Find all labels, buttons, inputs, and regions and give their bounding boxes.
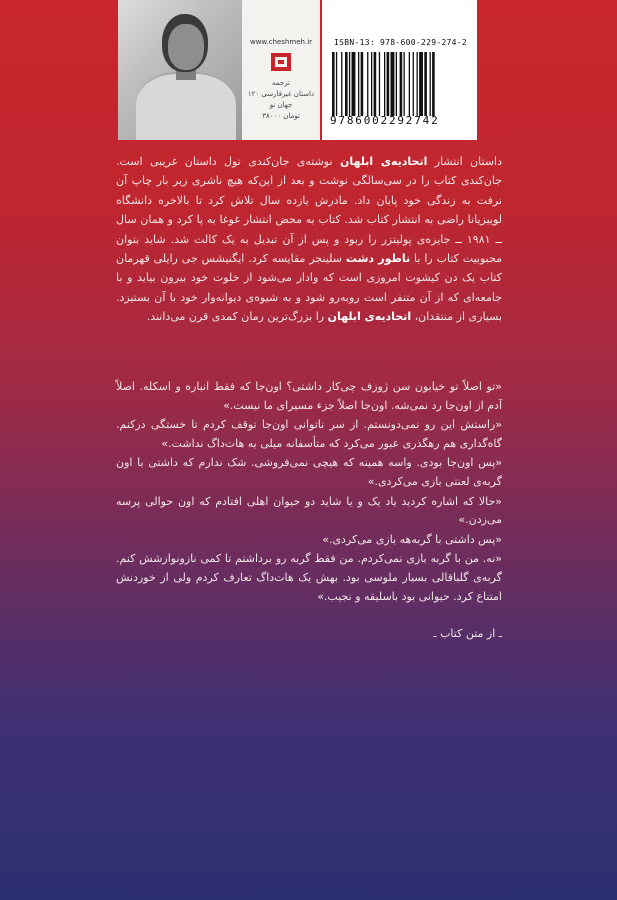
excerpt-line: «نه. من با گربه بازی نمی‌کردم. من فقط گربه رو برداشتم تا کمی نازونوازشش کنم. گربه‌ی گلباقالی بسیار ملوسی بود. بهش یک هات‌داگ تعارف کردم ولی از خوردنش امتناع کرد. حیوانی بود باسلیقه و نجیب.» <box>116 552 502 603</box>
barcode-digits: 9786002292742 <box>330 114 440 127</box>
series-type: ترجمه <box>272 79 290 87</box>
barcode-bar <box>374 52 377 116</box>
barcode-bar <box>358 52 359 116</box>
barcode-bar <box>430 52 431 116</box>
barcode-bar <box>379 52 380 116</box>
barcode-bar <box>336 52 337 116</box>
excerpt-source: ـ از متن کتاب ـ <box>433 627 502 640</box>
author-photo <box>118 0 243 140</box>
book-description <box>116 152 502 327</box>
barcode-bar <box>413 52 414 116</box>
barcode-bar <box>409 52 410 116</box>
excerpt-line: «پس اون‌جا بودی. واسه همینه که هیچی نمی‌فروشی. شک ندارم که داشتی با اون گربه‌ی لعنتی بازی می‌کردی.» <box>116 456 502 488</box>
publisher-url: www.cheshmeh.ir <box>249 38 313 46</box>
barcode-bar <box>419 52 423 116</box>
book-excerpt <box>116 378 502 607</box>
publisher-info <box>242 78 320 122</box>
cover-top-band <box>0 0 617 140</box>
barcode-bar <box>332 52 335 116</box>
desc-part-4: را بزرگ‌ترین رمان کمدی قرن می‌دانند. <box>146 310 328 324</box>
barcode-bar <box>404 52 405 116</box>
barcode-bar <box>371 52 372 116</box>
barcode-bar <box>400 52 403 116</box>
barcode-bar <box>396 52 397 116</box>
barcode-box <box>322 0 477 140</box>
excerpt-line: «پس داشتی با گربه‌هه بازی می‌کردی.» <box>322 532 502 546</box>
barcode-icon <box>330 52 470 116</box>
desc-part-3: سلینجر مقایسه کرد. ایگنیشس جی رایلی قهرمان کتاب یک دن کیشوت امروزی است که وادار می‌شود از خلوت خود بیرون بیاید و با جامعه‌ای که از آن متنفر است روبه‌رو شود و به شیوه‌ی دیوانه‌وار خود با آن بستیزد. بسیاری از منتقدان، <box>116 252 502 324</box>
barcode-bar <box>424 52 427 116</box>
barcode-bar <box>391 52 395 116</box>
barcode-bar <box>384 52 385 116</box>
barcode-bar <box>367 52 368 116</box>
desc-part-1: داستان انتشار <box>427 155 502 168</box>
excerpt-line: «تو اصلاً تو خیابون سن ژوزف چی‌کار داشتی؟ اون‌جا که فقط انباره و اسکله. اصلاً آدم از اون‌جا رد نمی‌شه. اون‌جا اصلاً جزء مسیرای ما نیست.» <box>116 380 502 412</box>
title-ref-1: اتحادیه‌ی ابلهان <box>339 155 428 168</box>
barcode-bar <box>417 52 418 116</box>
barcode-bar <box>341 52 342 116</box>
title-ref-2: ناطور دشت <box>345 252 411 266</box>
isbn-label: ISBN-13: 978-600-229-274-2 <box>334 38 468 47</box>
title-ref-3: اتحادیه‌ی ابلهان <box>327 310 412 324</box>
series-sub: جهان نو <box>269 101 293 109</box>
publisher-box <box>242 0 320 140</box>
barcode-bar <box>352 52 356 116</box>
price: ۳۸۰۰۰ تومان <box>262 112 300 120</box>
barcode-bar <box>432 52 435 116</box>
excerpt-line: «حالا که اشاره کردید یاد یک و یا شاید دو حیوان اهلی افتادم که اون حوالی پرسه می‌زدن.» <box>116 494 502 527</box>
series-name: داستان غیرفارسی ۱۲۰ <box>247 90 315 98</box>
desc-part-2: نوشته‌ی جان‌کندی تول داستان غریبی است. جان‌کندی کتاب را در سی‌سالگی نوشت و بعد از این‌که هیچ ناشری زیر بار چاپ آن نرفت به زندگی خود پایان داد. مادرش یازده سال تلاش کرد تا بالاخره دانشگاه لوییزیانا راضی به انتشار کتاب شد. کتاب به محض انتشار غوغا به پا کرد و همان سال ــ ۱۹۸۱ ــ جایزه‌ی پولیتزر را ربود و پس از آن تبدیل به یک کالت شد. شاید بتوان محبوبیت کتاب را با <box>116 155 502 266</box>
barcode-bar <box>361 52 364 116</box>
barcode-bar <box>387 52 390 116</box>
barcode-bar <box>349 52 350 116</box>
excerpt-line: «راستش این رو نمی‌دونستم. از سر ناتوانی اون‌جا توقف کردم تا خستگی درکنم. گاه‌گداری هم رهگذری عبور می‌کرد که متأسفانه میلی به هات‌داگ نداشت.» <box>116 418 502 450</box>
barcode-bar <box>345 52 348 116</box>
publisher-logo-icon <box>270 52 292 72</box>
